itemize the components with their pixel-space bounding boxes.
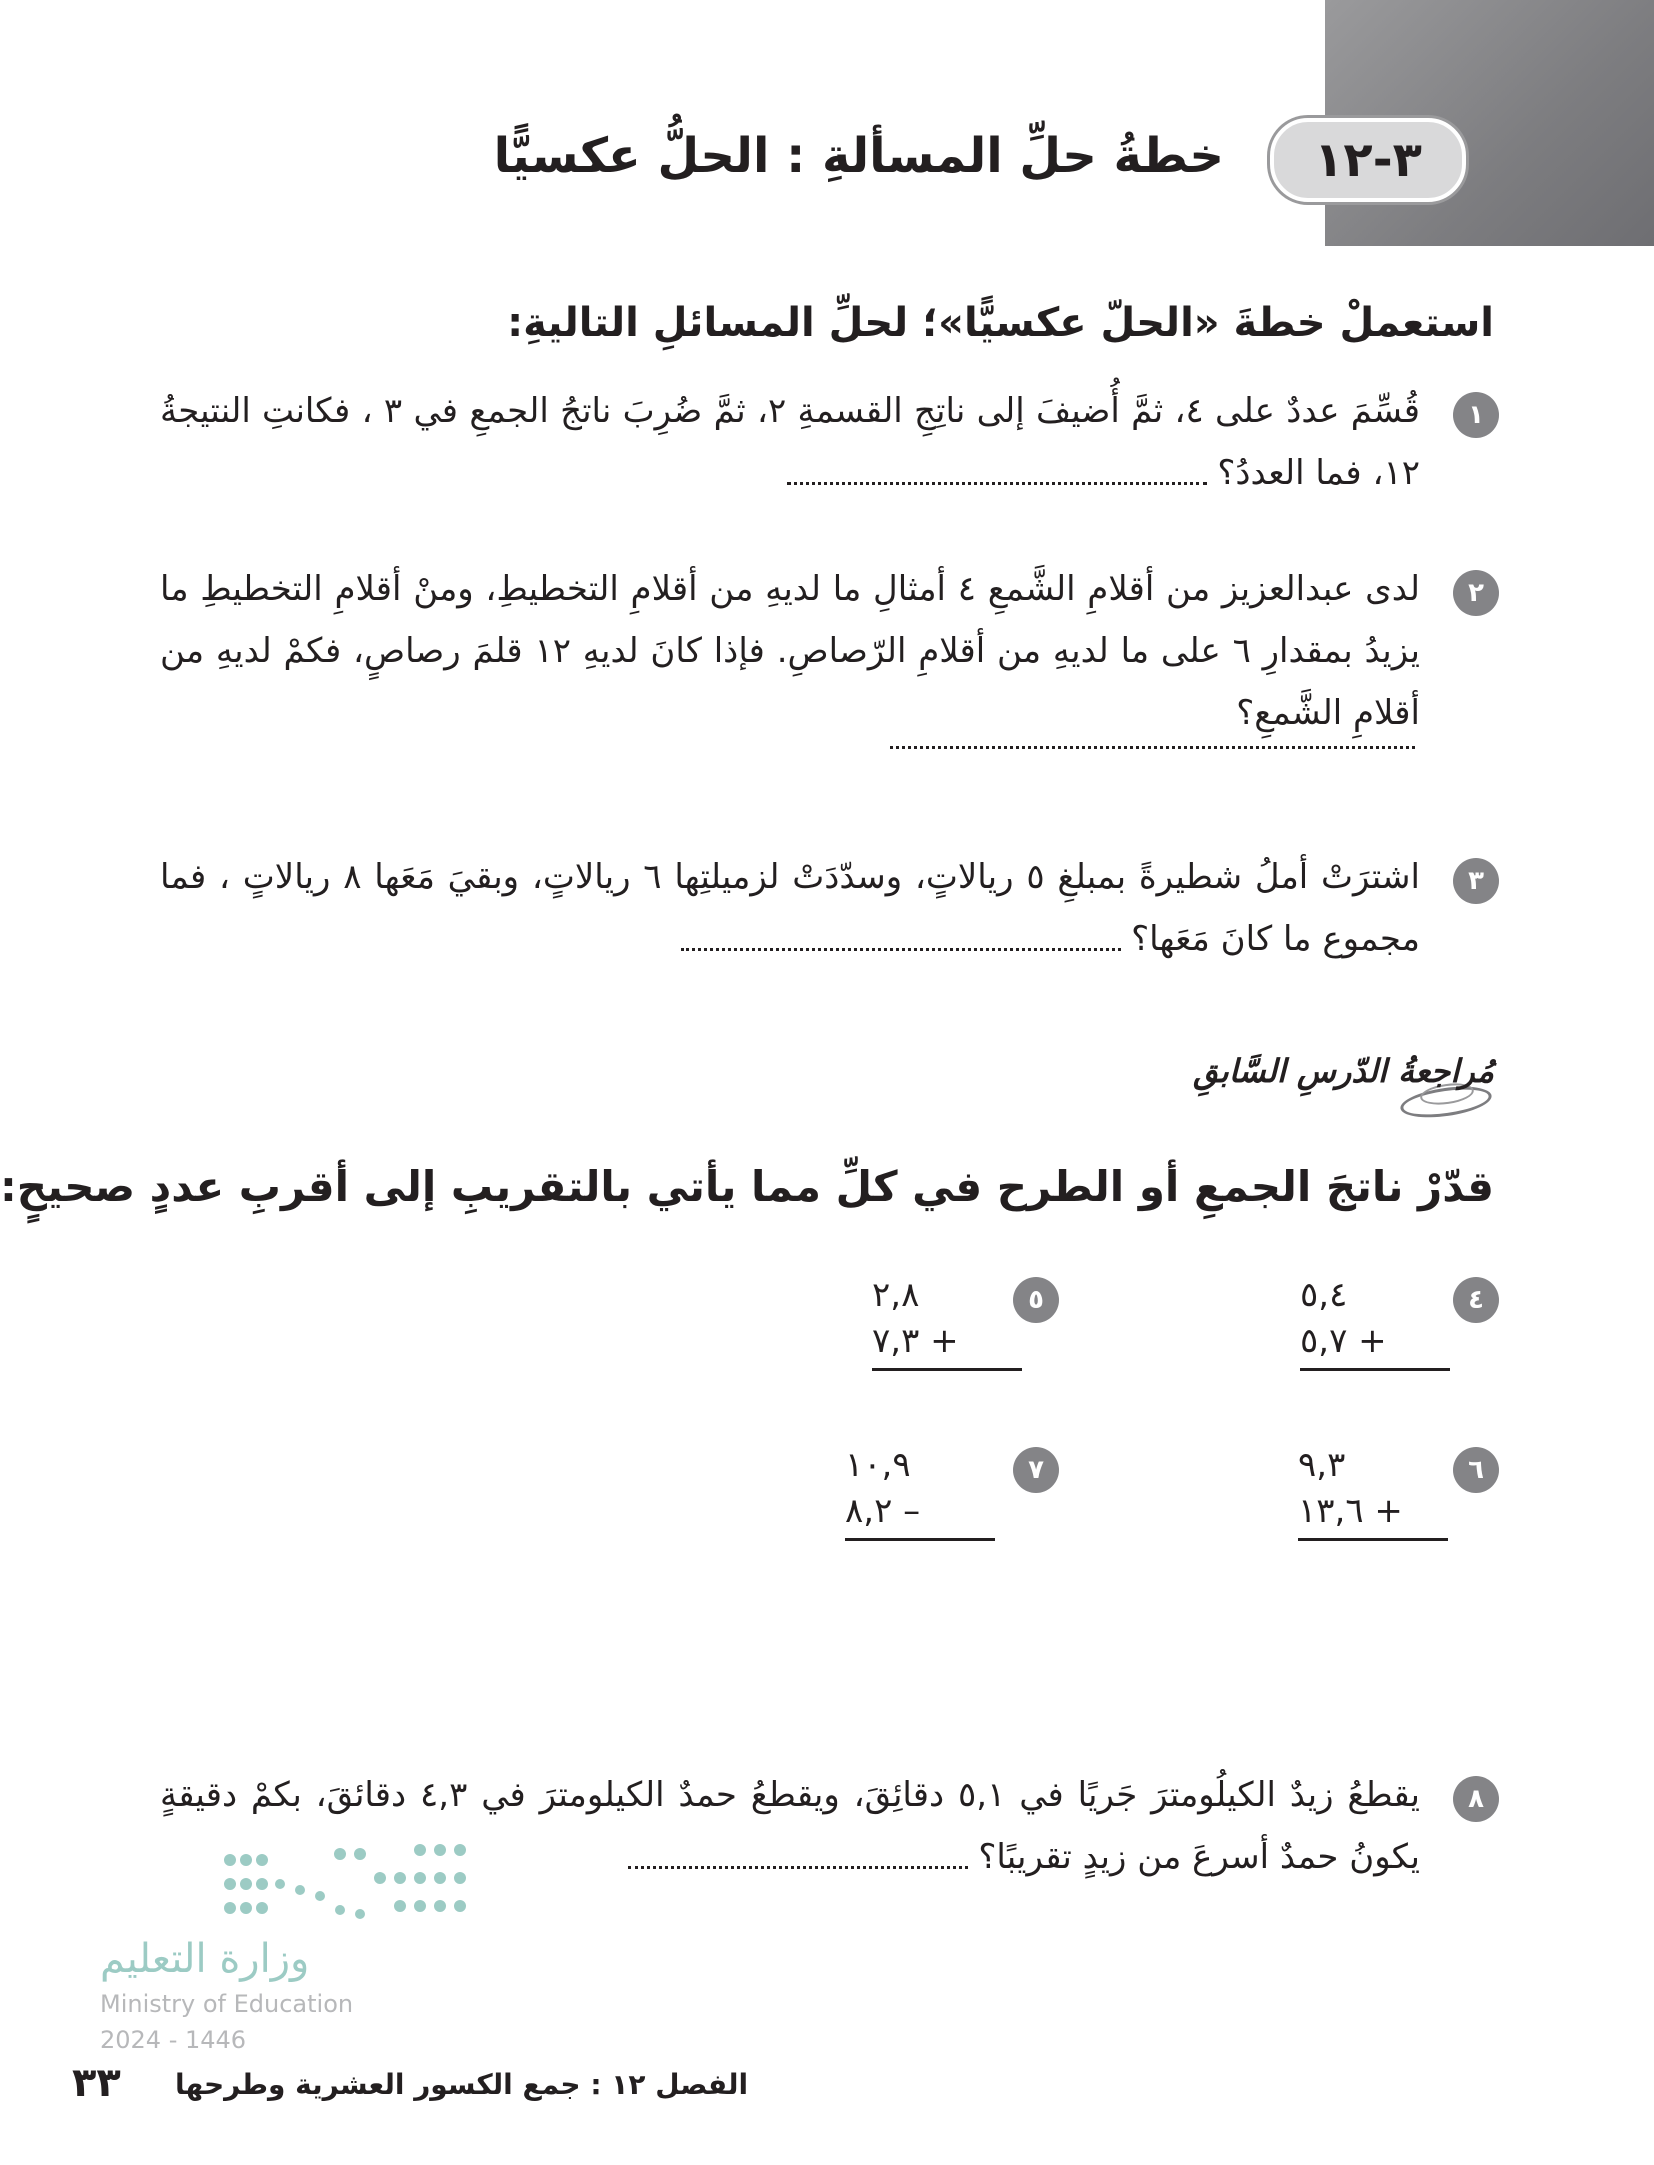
lesson-title: خطةُ حلِّ المسألةِ : الحلُّ عكسيًّا	[493, 128, 1224, 184]
exercise-number-badge: ٥	[1013, 1277, 1059, 1323]
subtraction-problem: ١٠,٩ – ٨,٢	[845, 1442, 995, 1541]
answer-line[interactable]	[681, 930, 1121, 951]
answer-line[interactable]	[628, 1848, 968, 1869]
instruction: استعملْ خطةَ «الحلّ عكسيًّا»؛ لحلِّ المسائلِ التاليةِ:	[507, 300, 1494, 346]
exercise-number-badge: ٧	[1013, 1447, 1059, 1493]
answer-line[interactable]	[787, 464, 1207, 485]
review-label: مُراجعةُ الدّرسِ السَّابقِ	[1193, 1052, 1494, 1090]
question-number-badge: ٨	[1453, 1776, 1499, 1822]
ministry-name-ar: وزارة التعليم	[100, 1936, 310, 1982]
review-title: قدّرْ ناتجَ الجمعِ أو الطرح في كلِّ مما يأتي بالتقريبِ إلى أقربِ عددٍ صحيحٍ:	[0, 1162, 1494, 1211]
page-number: ٣٣	[72, 2060, 121, 2106]
chapter-title: الفصل ١٢ : جمع الكسور العشرية وطرحها	[175, 2068, 749, 2101]
question-number-badge: ١	[1453, 392, 1499, 438]
exercise-number-badge: ٤	[1453, 1277, 1499, 1323]
answer-line[interactable]	[890, 728, 1415, 749]
ministry-name-en: Ministry of Education	[100, 1990, 354, 2018]
lesson-number-badge	[1270, 118, 1466, 202]
addition-problem: ٩,٣ + ١٣,٦	[1298, 1442, 1448, 1541]
ministry-logo-dots-icon	[220, 1840, 480, 1930]
exercise-number-badge: ٦	[1453, 1447, 1499, 1493]
question-number-badge: ٢	[1453, 570, 1499, 616]
ministry-year: 2024 - 1446	[100, 2026, 247, 2054]
addition-problem: ٢,٨ + ٧,٣	[872, 1272, 1022, 1371]
question-text: يقطعُ زيدٌ الكيلُومترَ جَريًا في ٥,١ دقائِقَ، ويقطعُ حمدٌ الكيلومترَ في ٤,٣ دقائقَ، بكمْ دقيقةٍ يكونُ حمدٌ أسرعَ من زيدٍ تقريبًا؟	[160, 1775, 1421, 1877]
question-text: اشترَتْ أملُ شطيرةً بمبلغِ ٥ ريالاتٍ، وسدّدَتْ لزميلتِها ٦ ريالاتٍ، وبقيَ مَعَها ٨ ريالاتٍ ، فما مجموع ما كانَ مَعَها؟	[160, 857, 1420, 959]
question-number-badge: ٣	[1453, 858, 1499, 904]
addition-problem: ٥,٤ + ٥,٧	[1300, 1272, 1450, 1371]
lesson-number: ٣-١٢	[1314, 132, 1422, 188]
question-text: لدى عبدالعزيز من أقلامِ الشَّمعِ ٤ أمثالِ ما لديهِ من أقلامِ التخطيطِ، ومنْ أقلامِ التخطيطِ ما يزيدُ بمقدارِ ٦ على ما لديهِ من أقلامِ الرّصاصِ. فإذا كانَ لديهِ ١٢ قلمَ رصاصٍ، فكمْ لديهِ من أقلامِ الشَّمعِ؟	[160, 569, 1420, 733]
question-text: قُسِّمَ عددٌ على ٤، ثمَّ أُضيفَ إلى ناتِجِ القسمةِ ٢، ثمَّ ضُرِبَ ناتجُ الجمعِ في ٣ ، فكانتِ النتيجةُ ١٢، فما العددُ؟	[160, 391, 1420, 493]
